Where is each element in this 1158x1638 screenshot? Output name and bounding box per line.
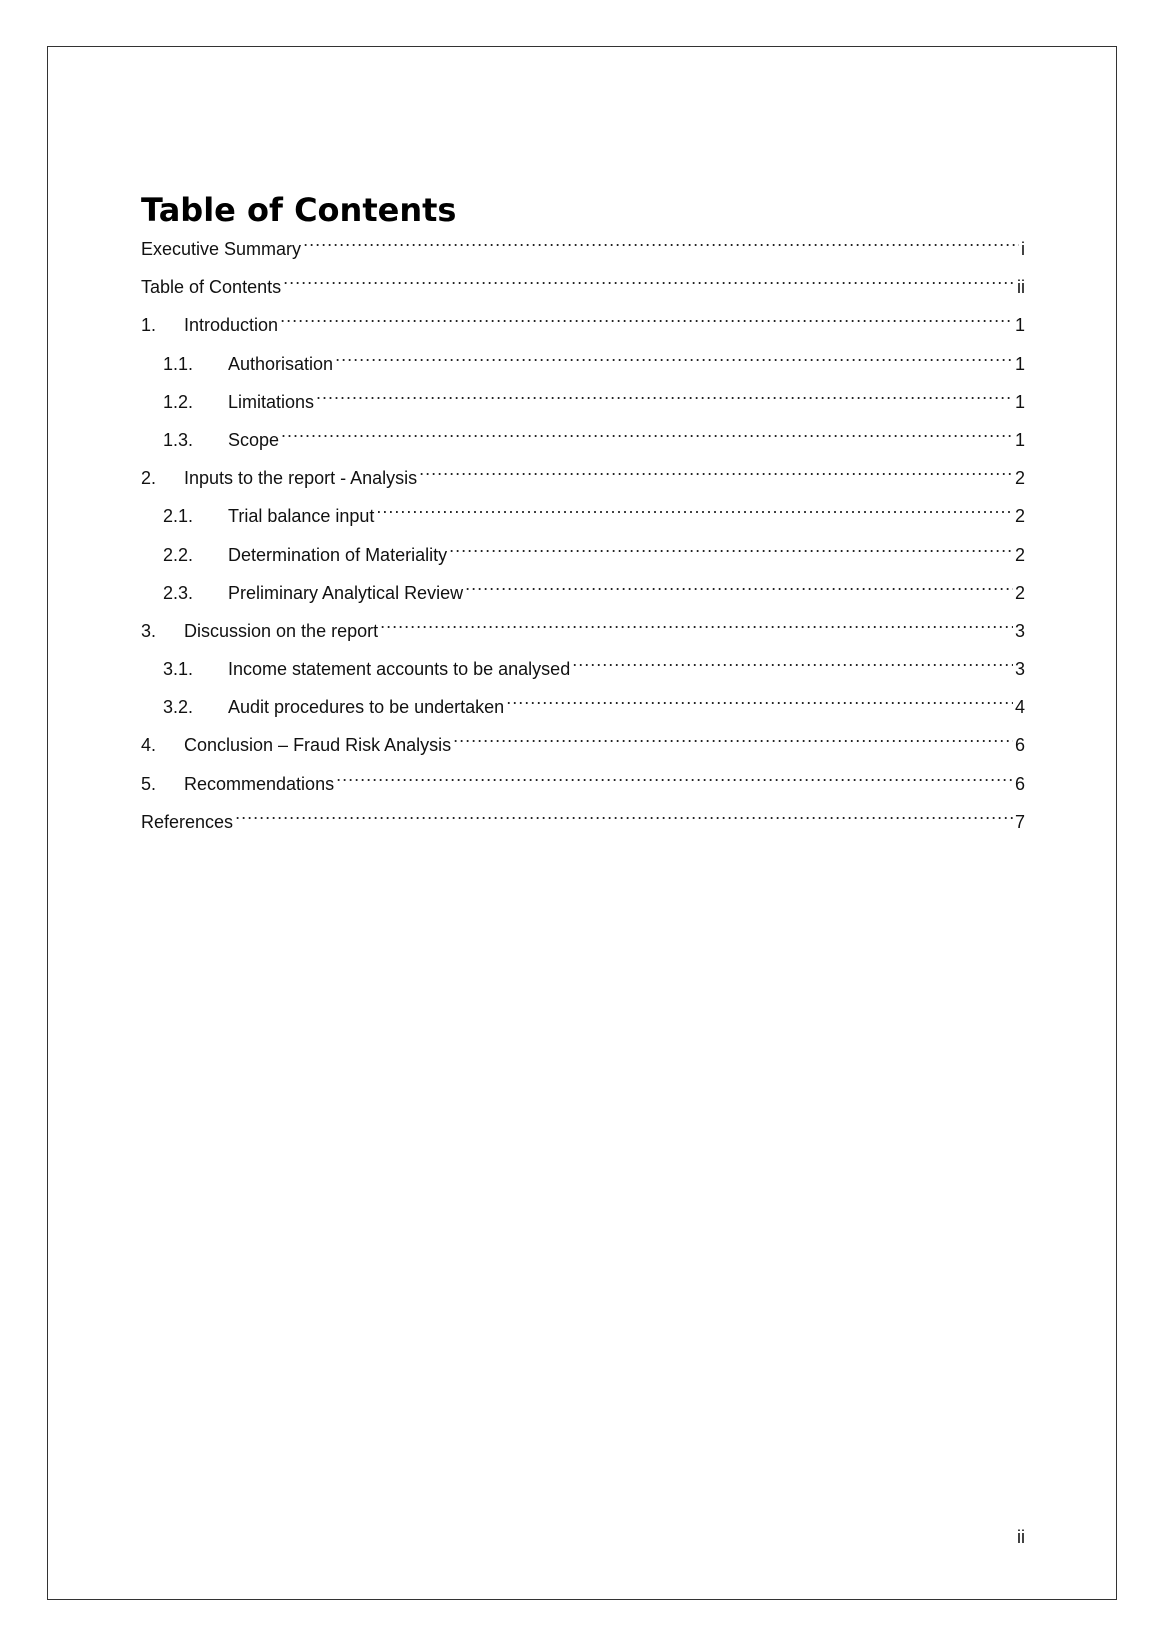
toc-entry-page: 1 [1014,315,1025,336]
toc-entry[interactable] [141,804,1025,842]
toc-entry-number: 2. [141,468,157,489]
toc-entry-label: Authorisation [228,353,334,374]
toc-entry-page: 1 [1014,391,1025,412]
toc-entry-label: Income statement accounts to be analysed [228,659,571,680]
toc-dot-leader [281,422,1013,446]
toc-entry[interactable] [141,727,1025,765]
toc-entry-label: Discussion on the report [184,620,379,641]
toc-entry[interactable] [141,384,1025,422]
toc-dot-leader [280,307,1013,331]
toc-dot-leader [283,269,1015,293]
toc-entry[interactable] [141,422,1025,460]
toc-entry-label: Table of Contents [141,277,282,298]
toc-entry[interactable] [141,613,1025,651]
toc-entry-label: Limitations [228,391,315,412]
toc-entry-number: 1.1. [163,353,194,374]
toc-entry-page: 1 [1014,353,1025,374]
toc-entry-page: 2 [1014,506,1025,527]
toc-entry[interactable] [141,498,1025,536]
toc-entry-label: Determination of Materiality [228,544,448,565]
toc-entry-page: ii [1017,277,1025,298]
toc-entry[interactable] [141,460,1025,498]
toc-entry-label: Conclusion – Fraud Risk Analysis [184,735,452,756]
toc-heading: Table of Contents [141,191,457,229]
toc-dot-leader [419,460,1013,484]
toc-entry[interactable] [141,651,1025,689]
toc-dot-leader [335,346,1013,370]
toc-entry-label: Audit procedures to be undertaken [228,697,505,718]
toc-dot-leader [303,231,1019,255]
toc-entry[interactable] [141,307,1025,345]
toc-entry-page: 2 [1014,544,1025,565]
toc-entry-number: 3.2. [163,697,194,718]
toc-entry-page: 6 [1014,735,1025,756]
toc-entry-page: 7 [1014,811,1025,832]
toc-dot-leader [572,651,1013,675]
toc-dot-leader [449,537,1013,561]
toc-entry-number: 5. [141,773,157,794]
toc-entry-page: 3 [1014,659,1025,680]
toc-entry-number: 2.3. [163,582,194,603]
toc-entry[interactable] [141,766,1025,804]
toc-dot-leader [453,727,1013,751]
page-number: ii [1017,1527,1025,1547]
toc-entry-label: Scope [228,429,280,450]
toc-entry-label: Preliminary Analytical Review [228,582,464,603]
toc-entry-label: Recommendations [184,773,335,794]
toc-entry-page: 4 [1014,697,1025,718]
toc-entry-number: 3.1. [163,659,194,680]
toc-entry-page: 2 [1014,582,1025,603]
toc-entry-label: Executive Summary [141,239,302,259]
toc-dot-leader [316,384,1013,408]
toc-entry-page: 1 [1014,429,1025,450]
toc-entry-number: 2.2. [163,544,194,565]
toc-dot-leader [376,498,1013,522]
toc-dot-leader [380,613,1013,637]
toc-entry[interactable] [141,269,1025,307]
toc-dot-leader [235,804,1013,828]
toc-entry-label: Trial balance input [228,506,375,527]
toc-entry-label: Introduction [184,315,279,336]
toc-entry-page: 6 [1014,773,1025,794]
toc-entry-page: 3 [1014,620,1025,641]
toc-entry-number: 2.1. [163,506,194,527]
table-of-contents [141,231,1025,842]
toc-entry[interactable] [141,575,1025,613]
toc-dot-leader [506,689,1013,713]
toc-entry-number: 1. [141,315,157,336]
toc-entry[interactable] [141,231,1025,269]
toc-entry[interactable] [141,346,1025,384]
toc-entry-page: 2 [1014,468,1025,489]
toc-dot-leader [465,575,1013,599]
toc-dot-leader [336,766,1013,790]
toc-entry-label: Inputs to the report - Analysis [184,468,418,489]
toc-entry[interactable] [141,537,1025,575]
toc-entry-number: 1.3. [163,429,194,450]
toc-entry-number: 4. [141,735,157,756]
toc-entry[interactable] [141,689,1025,727]
toc-entry-page: i [1021,239,1025,259]
toc-entry-number: 3. [141,620,157,641]
toc-entry-label: References [141,811,234,832]
toc-entry-number: 1.2. [163,391,194,412]
